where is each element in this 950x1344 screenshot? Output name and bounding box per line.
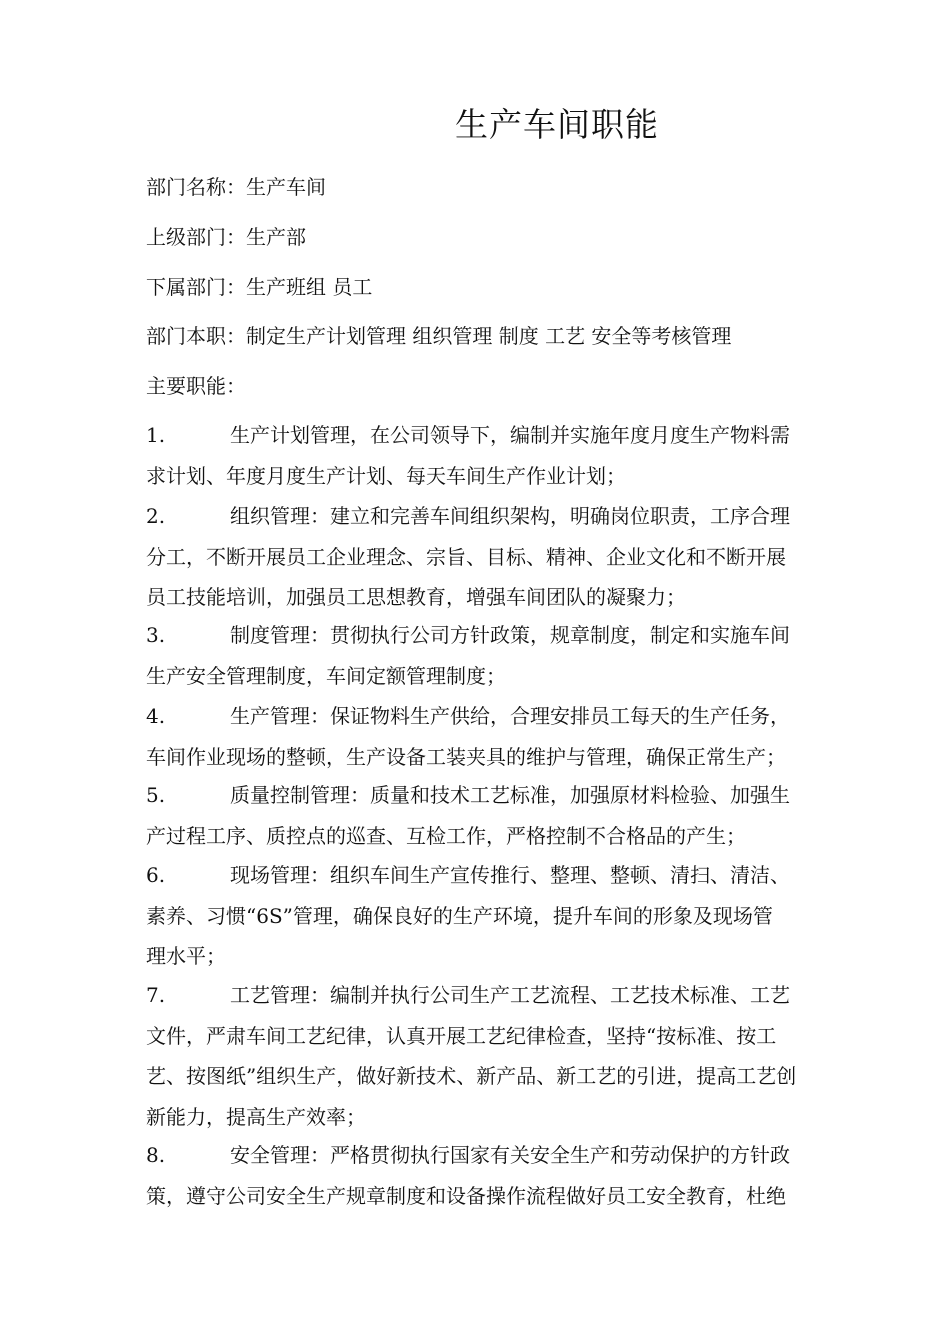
function-item (146, 696, 810, 777)
function-item (146, 1135, 810, 1216)
function-item (146, 775, 810, 856)
function-item-text: 艺、按图纸”组织生产，做好新技术、新产品、新工艺的引进，提高工艺创 (146, 1064, 797, 1088)
function-item-text: 产过程工序、质控点的巡查、互检工作，严格控制不合格品的产生； (146, 823, 746, 848)
superior-department-line: 上级部门：生产部 (146, 225, 306, 249)
function-item-text: 工艺管理：编制并执行公司生产工艺流程、工艺技术标准、工艺 (230, 983, 790, 1007)
function-item-text: 制度管理：贯彻执行公司方针政策，规章制度，制定和实施车间 (230, 623, 790, 647)
document-title: 生产车间职能 (455, 105, 659, 144)
function-item-number: 5. (146, 783, 166, 807)
function-item-first-line (146, 1135, 810, 1176)
function-item-first-line (146, 696, 810, 737)
function-item-text: 素养、习惯“6S”管理，确保良好的生产环境，提升车间的形象及现场管 (146, 903, 773, 928)
department-duty-line: 部门本职：制定生产计划管理 组织管理 制度 工艺 安全等考核管理 (146, 324, 732, 348)
function-item (146, 496, 810, 618)
function-item (146, 415, 810, 496)
function-item-text: 现场管理：组织车间生产宣传推行、整理、整顿、清扫、清洁、 (230, 863, 790, 887)
function-item-number: 4. (146, 704, 166, 728)
main-functions-heading: 主要职能： (146, 374, 246, 398)
function-item-text: 生产安全管理制度，车间定额管理制度； (146, 663, 506, 688)
function-item-number: 8. (146, 1143, 166, 1167)
function-item-first-line (146, 775, 810, 816)
function-item-text: 求计划、年度月度生产计划、每天车间生产作业计划； (146, 463, 626, 488)
function-item-first-line (146, 855, 810, 896)
function-item-text: 分工，不断开展员工企业理念、宗旨、目标、精神、企业文化和不断开展 (146, 544, 786, 569)
department-name-line: 部门名称：生产车间 (146, 175, 326, 199)
function-item-text: 员工技能培训，加强员工思想教育，增强车间团队的凝聚力； (146, 585, 686, 609)
function-item (146, 855, 810, 977)
function-item-text: 文件，严肃车间工艺纪律，认真开展工艺纪律检查，坚持“按标准、按工 (146, 1023, 777, 1048)
function-item-number: 3. (146, 623, 166, 647)
function-item (146, 975, 810, 1137)
function-item-first-line (146, 496, 810, 537)
subordinate-department-line: 下属部门：生产班组 员工 (146, 275, 373, 299)
function-item-number: 2. (146, 504, 166, 528)
function-item-number: 6. (146, 863, 166, 887)
function-item-text: 安全管理：严格贯彻执行国家有关安全生产和劳动保护的方针政 (230, 1143, 790, 1167)
function-item-text: 生产计划管理，在公司领导下，编制并实施年度月度生产物料需 (230, 423, 790, 447)
function-item-first-line (146, 975, 810, 1016)
function-item-number: 7. (146, 983, 166, 1007)
function-item-text: 质量控制管理：质量和技术工艺标准，加强原材料检验、加强生 (230, 783, 790, 807)
function-item-text: 新能力，提高生产效率； (146, 1104, 366, 1129)
function-item-first-line (146, 415, 810, 456)
function-item-first-line (146, 615, 810, 656)
function-item-number: 1. (146, 423, 166, 447)
function-item-text: 车间作业现场的整顿，生产设备工装夹具的维护与管理，确保正常生产； (146, 744, 786, 769)
function-item-text: 理水平； (146, 944, 226, 968)
function-item-text: 策，遵守公司安全生产规章制度和设备操作流程做好员工安全教育，杜绝 (146, 1183, 786, 1208)
function-item-text: 组织管理：建立和完善车间组织架构，明确岗位职责，工序合理 (230, 504, 790, 528)
function-item-text: 生产管理：保证物料生产供给，合理安排员工每天的生产任务， (230, 704, 790, 728)
function-item (146, 615, 810, 696)
